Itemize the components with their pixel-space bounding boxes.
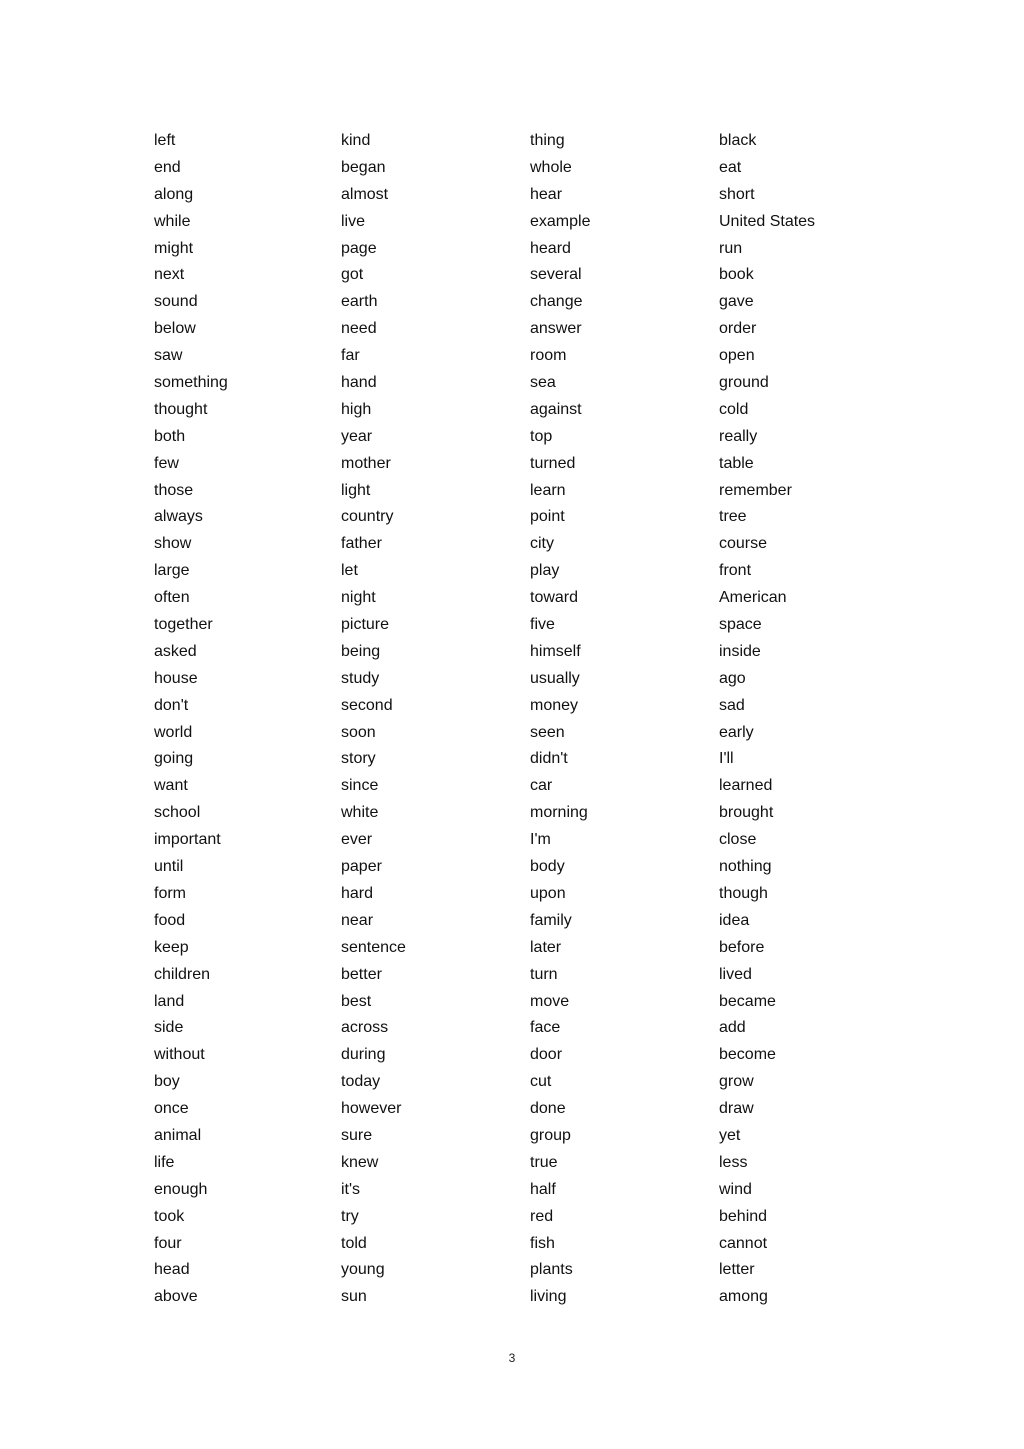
word-list-item: ago xyxy=(719,669,746,687)
word-list-item: cold xyxy=(719,400,749,418)
word-list-item: add xyxy=(719,1019,746,1037)
word-list-item: toward xyxy=(530,589,579,607)
word-list-item: paper xyxy=(341,858,382,876)
word-list-item: along xyxy=(154,185,194,203)
word-list-item: yet xyxy=(719,1126,741,1144)
word-list-item: cannot xyxy=(719,1234,768,1252)
word-list-item: play xyxy=(530,562,560,580)
word-list-item: children xyxy=(154,965,211,983)
word-list-item: saw xyxy=(154,347,183,365)
word-list-item: less xyxy=(719,1153,748,1171)
word-list-item: didn't xyxy=(530,750,568,768)
word-list-item: seen xyxy=(530,723,565,741)
word-list-item: sea xyxy=(530,374,556,392)
word-list-item: large xyxy=(154,562,190,580)
word-list-item: move xyxy=(530,992,570,1010)
word-list-item: asked xyxy=(154,642,197,660)
word-list-item: left xyxy=(154,132,176,149)
word-list-item: though xyxy=(719,884,768,902)
word-list-item: four xyxy=(154,1234,182,1252)
word-list-item: almost xyxy=(341,185,389,203)
word-list-item: however xyxy=(341,1100,402,1118)
word-list-item: near xyxy=(341,911,374,929)
word-list-item: let xyxy=(341,562,358,580)
word-list-item: form xyxy=(154,884,186,902)
word-list-item: front xyxy=(719,562,752,580)
word-list-item: room xyxy=(530,347,567,365)
word-list-item: usually xyxy=(530,669,580,687)
word-list-item: learn xyxy=(530,481,566,499)
word-column-3 xyxy=(530,128,590,1311)
word-list-item: below xyxy=(154,320,196,338)
word-list-item: tree xyxy=(719,508,747,526)
word-list-item: country xyxy=(341,508,394,526)
word-list-item: upon xyxy=(530,884,566,902)
word-list-item: need xyxy=(341,320,377,338)
word-list-item: study xyxy=(341,669,380,687)
word-list-item: hear xyxy=(530,185,563,203)
word-list-item: picture xyxy=(341,616,390,634)
word-list-item: city xyxy=(530,535,554,553)
word-list-item: learned xyxy=(719,777,773,795)
word-list-item: today xyxy=(341,1073,381,1091)
word-list-item: white xyxy=(341,804,379,822)
word-column-1 xyxy=(154,128,228,1311)
word-list-item: I'll xyxy=(719,750,734,768)
word-list-item: being xyxy=(341,642,381,660)
word-list-item: brought xyxy=(719,804,774,822)
word-list-item: animal xyxy=(154,1126,202,1144)
word-list-item: better xyxy=(341,965,382,983)
word-list-item: close xyxy=(719,831,757,849)
word-list-item: thing xyxy=(530,132,565,149)
word-list-item: don't xyxy=(154,696,189,714)
word-list-item: true xyxy=(530,1153,558,1171)
word-list-item: sound xyxy=(154,293,198,311)
word-list-item: page xyxy=(341,239,377,257)
word-list-item: heard xyxy=(530,239,571,257)
word-list-item: once xyxy=(154,1100,189,1118)
word-column-2 xyxy=(341,128,406,1311)
word-list-item: hard xyxy=(341,884,374,902)
word-list-item: run xyxy=(719,239,743,257)
word-list-item: became xyxy=(719,992,776,1010)
word-list-item: table xyxy=(719,454,754,472)
word-list-item: money xyxy=(530,696,579,714)
word-list-item: become xyxy=(719,1046,776,1064)
word-list-item: himself xyxy=(530,642,581,660)
word-list-item: best xyxy=(341,992,372,1010)
word-list-item: head xyxy=(154,1261,190,1279)
word-list-item: among xyxy=(719,1288,768,1306)
word-list-item: father xyxy=(341,535,382,553)
word-list-item: early xyxy=(719,723,754,741)
word-list-item: earth xyxy=(341,293,378,311)
word-list-item: enough xyxy=(154,1180,208,1198)
word-list-item: short xyxy=(719,185,755,203)
word-list-item: fish xyxy=(530,1234,555,1252)
word-list-item: example xyxy=(530,212,591,230)
word-list-item: hand xyxy=(341,374,377,392)
word-list-item: few xyxy=(154,454,179,472)
word-list-item: without xyxy=(154,1046,205,1064)
word-list-item: plants xyxy=(530,1261,573,1279)
word-list-item: above xyxy=(154,1288,198,1306)
word-list-item: during xyxy=(341,1046,386,1064)
word-list-item: American xyxy=(719,589,787,607)
word-list-item: always xyxy=(154,508,203,526)
word-list-item: letter xyxy=(719,1261,755,1279)
word-list-item: against xyxy=(530,400,582,418)
word-list-item: lived xyxy=(719,965,752,983)
word-list-item: door xyxy=(530,1046,563,1064)
word-list-item: answer xyxy=(530,320,582,338)
word-list-item: far xyxy=(341,347,360,365)
word-list-item: knew xyxy=(341,1153,379,1171)
word-list-item: might xyxy=(154,239,194,257)
word-list-item: wind xyxy=(719,1180,752,1198)
word-list-item: both xyxy=(154,427,186,445)
word-list-item: morning xyxy=(530,804,588,822)
word-list-item: cut xyxy=(530,1073,552,1091)
word-column-4 xyxy=(719,128,815,1311)
word-list-item: told xyxy=(341,1234,367,1252)
page-number: 3 xyxy=(508,1351,516,1365)
word-list-item: really xyxy=(719,427,758,445)
word-list-item: school xyxy=(154,804,201,822)
word-list-item: group xyxy=(530,1126,571,1144)
word-list-item: live xyxy=(341,212,366,230)
word-list-item: land xyxy=(154,992,185,1010)
word-list-item: gave xyxy=(719,293,754,311)
word-list-item: red xyxy=(530,1207,554,1225)
word-list-item: night xyxy=(341,589,376,607)
word-list-item: sad xyxy=(719,696,745,714)
word-list-item: life xyxy=(154,1153,175,1171)
word-list-item: young xyxy=(341,1261,385,1279)
word-list-item: kind xyxy=(341,132,371,149)
word-list-item: sentence xyxy=(341,938,406,956)
word-list-item: high xyxy=(341,400,372,418)
word-list-item: turned xyxy=(530,454,576,472)
word-list-item: soon xyxy=(341,723,376,741)
word-list-item: idea xyxy=(719,911,750,929)
word-list-item: order xyxy=(719,320,757,338)
word-list-item: draw xyxy=(719,1100,754,1118)
word-list-item: mother xyxy=(341,454,391,472)
word-list-item: ever xyxy=(341,831,373,849)
word-list-item: inside xyxy=(719,642,761,660)
word-list-item: family xyxy=(530,911,572,929)
word-list-item: got xyxy=(341,266,364,284)
word-list-item: living xyxy=(530,1288,567,1306)
word-list-item: ground xyxy=(719,374,769,392)
word-list-item: later xyxy=(530,938,562,956)
word-list-item: course xyxy=(719,535,768,553)
word-list-item: done xyxy=(530,1100,566,1118)
word-list-item: car xyxy=(530,777,553,795)
word-list-item: show xyxy=(154,535,192,553)
word-list-item: side xyxy=(154,1019,184,1037)
word-list-item: whole xyxy=(530,158,572,176)
word-list-item: face xyxy=(530,1019,561,1037)
word-list-item: end xyxy=(154,158,181,176)
word-list-item: top xyxy=(530,427,553,445)
word-list-item: five xyxy=(530,616,555,634)
word-list-item: going xyxy=(154,750,194,768)
word-list-item: space xyxy=(719,616,762,634)
word-list-item: several xyxy=(530,266,582,284)
word-list-item: those xyxy=(154,481,194,499)
word-list-item: light xyxy=(341,481,371,499)
word-list-item: try xyxy=(341,1207,359,1225)
word-list-item: second xyxy=(341,696,393,714)
word-list-item: sun xyxy=(341,1288,367,1306)
word-list-item: grow xyxy=(719,1073,754,1091)
word-list-item: half xyxy=(530,1180,556,1198)
word-list-item: body xyxy=(530,858,565,876)
word-list-item: boy xyxy=(154,1073,180,1091)
word-list-item: something xyxy=(154,374,228,392)
word-list-item: I'm xyxy=(530,831,551,849)
word-list-item: turn xyxy=(530,965,558,983)
word-list-item: nothing xyxy=(719,858,772,876)
word-list-item: change xyxy=(530,293,583,311)
word-list-item: food xyxy=(154,911,186,929)
word-list-item: together xyxy=(154,616,213,634)
word-list-item: it's xyxy=(341,1180,361,1198)
word-list-item: behind xyxy=(719,1207,768,1225)
word-list-item: house xyxy=(154,669,198,687)
word-list-item: until xyxy=(154,858,184,876)
word-list-item: before xyxy=(719,938,765,956)
word-list-item: since xyxy=(341,777,379,795)
word-list-item: next xyxy=(154,266,185,284)
word-list-item: took xyxy=(154,1207,185,1225)
word-list-item: keep xyxy=(154,938,189,956)
word-list-item: important xyxy=(154,831,221,849)
word-list-item: open xyxy=(719,347,755,365)
word-list-item: story xyxy=(341,750,376,768)
word-list-item: thought xyxy=(154,400,208,418)
word-list-item: black xyxy=(719,132,757,149)
word-list-item: United States xyxy=(719,212,816,230)
word-list-item: while xyxy=(154,212,191,230)
word-list-item: sure xyxy=(341,1126,373,1144)
word-list-item: point xyxy=(530,508,565,526)
word-list-item: remember xyxy=(719,481,792,499)
word-list-item: across xyxy=(341,1019,389,1037)
word-list-item: year xyxy=(341,427,373,445)
word-list-item: often xyxy=(154,589,190,607)
word-list-item: began xyxy=(341,158,386,176)
word-list-item: world xyxy=(154,723,193,741)
word-list-item: eat xyxy=(719,158,742,176)
word-list-item: book xyxy=(719,266,754,284)
word-list-item: want xyxy=(154,777,188,795)
